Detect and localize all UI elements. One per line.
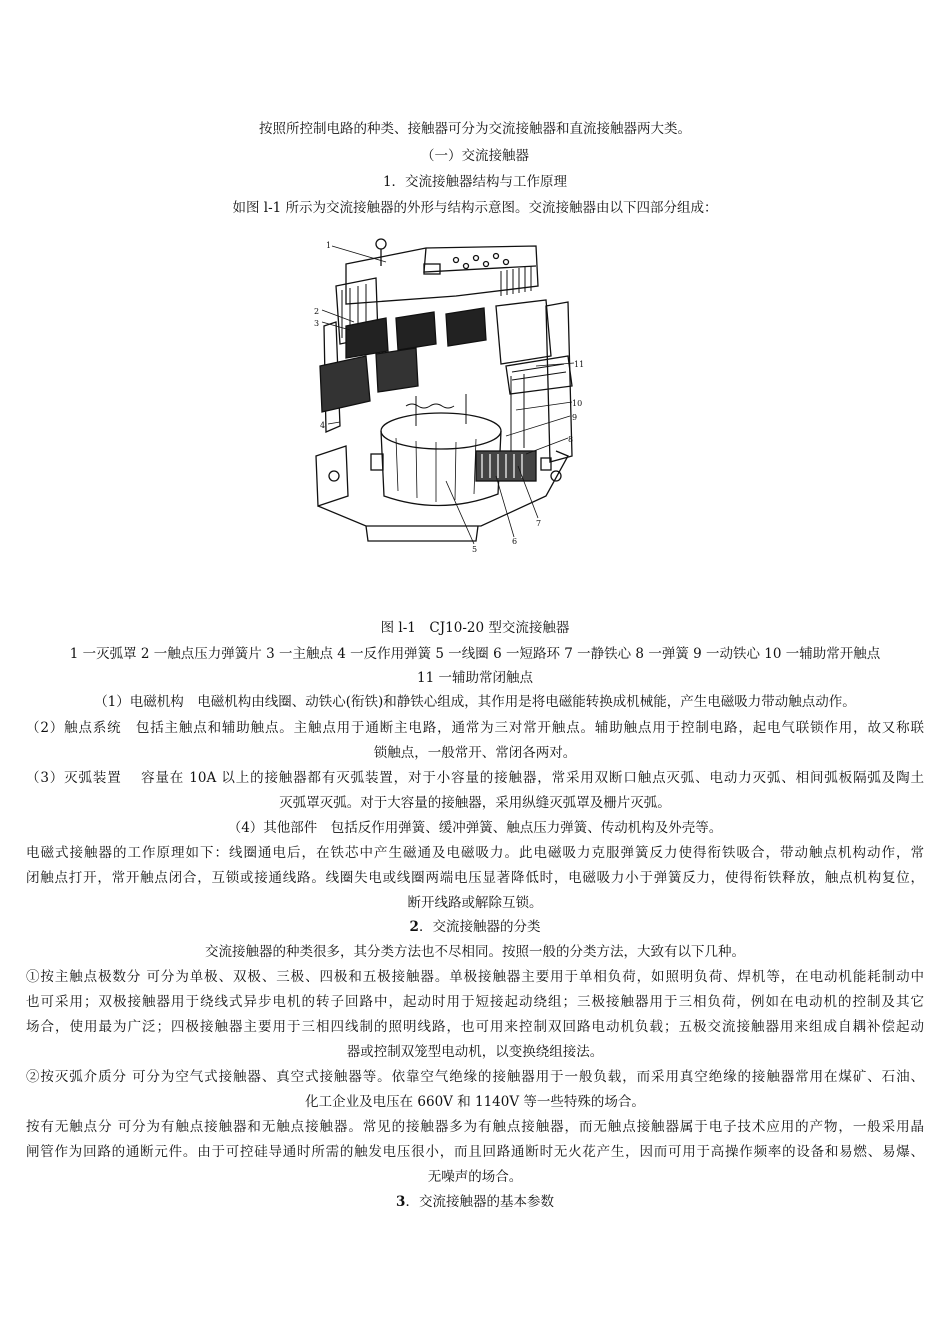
heading-1-number: 1 — [382, 174, 392, 190]
callout-2: 2 — [314, 307, 320, 316]
callout-1: 1 — [326, 241, 332, 250]
class-b-line1: ②按灭弧介质分 可分为空气式接触器、真空式接触器等。依靠空气绝缘的接触器用于一般负载，而采用真空绝缘的接触器常用在煤矿、石油、 — [26, 1069, 924, 1085]
section-heading: （一）交流接触器 — [421, 148, 529, 164]
heading-1 — [26, 172, 924, 192]
heading-3 — [26, 1192, 924, 1212]
class-a-line3: 场合，使用最为广泛；四极接触器主要用于三相四线制的照明线路，也可用来控制双回路电动机负载；五极交流接触器用来组成自耦补偿起动 — [26, 1019, 924, 1035]
callout-4: 4 — [320, 421, 326, 430]
figure-caption: 图 l-1 CJ10-20 型交流接触器 — [380, 620, 570, 636]
contactor-drawing — [306, 226, 596, 556]
contactor-figure — [306, 226, 596, 556]
class-c-line1: 按有无触点分 可分为有触点接触器和无触点接触器。常见的接触器多为有触点接触器，而无触点接触器属于电子技术应用的产物，一般采用晶 — [26, 1119, 924, 1135]
figure-legend-2: 11 一辅助常闭触点 — [417, 670, 533, 686]
principle-line2: 闭触点打开，常开触点闭合，互锁或接通线路。线圈失电或线圈两端电压显著降低时，电磁吸力小于弹簧反力，使得衔铁释放，触点机构复位， — [26, 870, 924, 886]
heading-3-text: ．交流接触器的基本参数 — [405, 1194, 554, 1210]
part-4: （4）其他部件 包括反作用弹簧、缓冲弹簧、触点压力弹簧、传动机构及外壳等。 — [227, 820, 723, 836]
figure-intro: 如图 l-1 所示为交流接触器的外形与结构示意图。交流接触器由以下四部分组成： — [232, 200, 718, 216]
class-c-line3: 无噪声的场合。 — [427, 1169, 523, 1185]
callout-9: 9 — [572, 413, 578, 422]
classify-intro: 交流接触器的种类很多，其分类方法也不尽相同。按照一般的分类方法，大致有以下几种。 — [205, 944, 745, 960]
part-2-line2: 锁触点，一般常开、常闭各两对。 — [373, 745, 577, 761]
callout-8: 8 — [568, 435, 574, 444]
callout-10: 10 — [572, 399, 583, 408]
heading-1-text: ．交流接触器结构与工作原理 — [391, 174, 568, 190]
part-3-line1: （3）灭弧装置 容量在 10A 以上的接触器都有灭弧装置，对于小容量的接触器，常采用双断口触点灭弧、电动力灭弧、相间弧板隔弧及陶土 — [26, 770, 924, 786]
class-c-line2: 闸管作为回路的通断元件。由于可控硅导通时所需的触发电压很小，而且回路通断时无火花产生，因而可用于高操作频率的设备和易燃、易爆、 — [26, 1144, 924, 1160]
class-b-line2: 化工企业及电压在 660V 和 1140V 等一些特殊的场合。 — [305, 1094, 645, 1110]
heading-2 — [26, 917, 924, 937]
figure-legend-1: 1 一灭弧罩 2 一触点压力弹簧片 3 一主触点 4 一反作用弹簧 5 一线圈 6 一短路环 7 一静铁心 8 一弹簧 9 一动铁心 10 一辅助常开触点 — [69, 646, 881, 662]
part-2-line1: （2）触点系统 包括主触点和辅助触点。主触点用于通断主电路，通常为三对常开触点。辅助触点用于控制电路，起电气联锁作用，故又称联 — [26, 720, 924, 736]
callout-7: 7 — [536, 519, 542, 528]
callout-6: 6 — [512, 537, 518, 546]
heading-3-number: 3 — [396, 1194, 406, 1210]
principle-line1: 电磁式接触器的工作原理如下：线圈通电后，在铁芯中产生磁通及电磁吸力。此电磁吸力克服弹簧反力使得衔铁吸合，带动触点机构动作，常 — [26, 845, 924, 861]
class-a-line1: ①按主触点极数分 可分为单极、双极、三极、四极和五极接触器。单极接触器主要用于单相负荷，如照明负荷、焊机等，在电动机能耗制动中 — [26, 969, 924, 985]
callout-3: 3 — [314, 319, 320, 328]
class-a-line2: 也可采用；双极接触器用于绕线式异步电机的转子回路中，起动时用于短接起动绕组；三极接触器用于三相负荷，例如在电动机的控制及其它 — [26, 994, 924, 1010]
callout-5: 5 — [472, 545, 478, 554]
callout-11: 11 — [574, 360, 585, 369]
heading-2-number: 2 — [409, 919, 419, 935]
principle-line3: 断开线路或解除互锁。 — [407, 895, 543, 911]
part-3-line2: 灭弧罩灭弧。对于大容量的接触器，采用纵缝灭弧罩及栅片灭弧。 — [279, 795, 671, 811]
part-1: （1）电磁机构 电磁机构由线圈、动铁心(衔铁)和静铁心组成，其作用是将电磁能转换成机械能，产生电磁吸力带动触点动作。 — [94, 694, 856, 710]
class-a-line4: 器或控制双笼型电动机，以变换绕组接法。 — [346, 1044, 604, 1060]
intro-paragraph: 按照所控制电路的种类、接触器可分为交流接触器和直流接触器两大类。 — [259, 121, 691, 137]
heading-2-text: ．交流接触器的分类 — [418, 919, 541, 935]
